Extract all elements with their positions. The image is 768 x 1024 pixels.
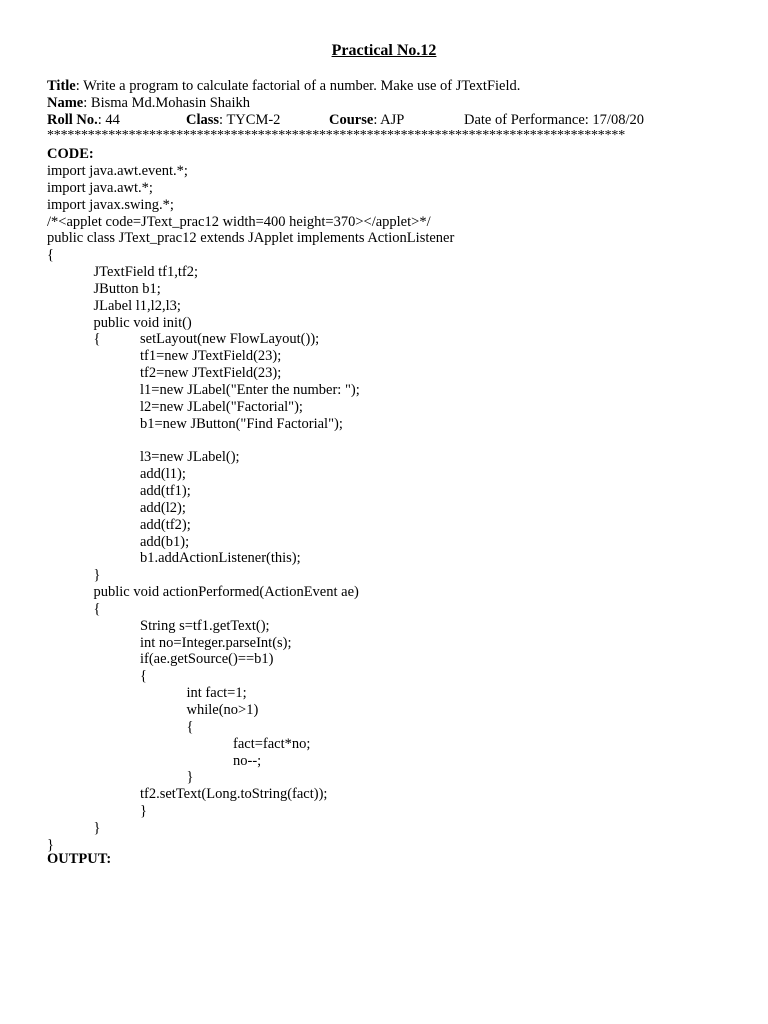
- code-text: tf1=new JTextField(23);: [140, 348, 282, 365]
- code-line: [47, 281, 747, 298]
- title-line: [47, 78, 747, 95]
- code-listing: [47, 163, 747, 854]
- code-line: [47, 298, 747, 315]
- title-label: Title: [47, 78, 76, 94]
- code-text: public void actionPerformed(ActionEvent ae): [93, 584, 359, 601]
- document-meta: [47, 78, 747, 129]
- date-of-performance: Date of Performance: 17/08/20: [464, 112, 644, 128]
- code-text: }: [186, 769, 194, 786]
- code-line: [47, 820, 747, 837]
- code-text: tf2=new JTextField(23);: [140, 365, 282, 382]
- roll-text: : 44: [97, 112, 120, 128]
- code-text: JLabel l1,l2,l3;: [93, 297, 181, 314]
- code-line: [47, 214, 747, 231]
- code-text: int fact=1;: [186, 685, 247, 702]
- code-line: [47, 416, 747, 433]
- separator-line: *************************************************************************************: [47, 128, 626, 143]
- class-text: : TYCM-2: [219, 112, 281, 128]
- code-line: [47, 719, 747, 736]
- code-text: /*<applet code=JText_prac12 width=400 height=370></applet>*/: [47, 213, 431, 230]
- code-line: [47, 315, 747, 332]
- code-line: [47, 348, 747, 365]
- code-text: b1=new JButton("Find Factorial");: [140, 415, 343, 432]
- code-line: [47, 449, 747, 466]
- code-line: [47, 550, 747, 567]
- code-text: JButton b1;: [93, 280, 161, 297]
- code-line: [47, 163, 747, 180]
- code-text: b1.addActionListener(this);: [140, 550, 301, 567]
- code-text: add(b1);: [140, 533, 190, 550]
- code-line: [47, 483, 747, 500]
- code-line: [47, 433, 747, 450]
- code-text: public void init(): [93, 314, 192, 331]
- code-text: import java.awt.*;: [47, 179, 153, 196]
- code-line: [47, 567, 747, 584]
- practical-number-heading: Practical No.12: [331, 42, 437, 59]
- code-line: [47, 635, 747, 652]
- roll-label: Roll No.: [47, 112, 98, 128]
- code-line: [47, 230, 747, 247]
- code-heading: CODE:: [47, 146, 94, 162]
- title-text: : Write a program to calculate factorial of a number. Make use of JTextField.: [75, 78, 521, 94]
- name-label: Name: [47, 95, 84, 111]
- code-line: [47, 651, 747, 668]
- code-text: tf2.setText(Long.toString(fact));: [140, 786, 328, 803]
- code-text: public class JText_prac12 extends JApplet implements ActionListener: [47, 230, 455, 247]
- code-text: {: [93, 331, 101, 348]
- code-line: [47, 264, 747, 281]
- code-text: l2=new JLabel("Factorial");: [140, 398, 303, 415]
- code-text: {: [93, 600, 101, 617]
- class-label: Class: [186, 112, 220, 128]
- code-text: {: [47, 247, 54, 264]
- code-text: }: [93, 819, 101, 836]
- code-line: [47, 753, 747, 770]
- code-text: no--;: [233, 752, 262, 769]
- code-line: [47, 668, 747, 685]
- name-text: : Bisma Md.Mohasin Shaikh: [83, 95, 251, 111]
- output-heading: OUTPUT:: [47, 851, 112, 867]
- course-label: Course: [329, 112, 374, 128]
- code-line: [47, 685, 747, 702]
- code-text: String s=tf1.getText();: [140, 617, 270, 634]
- code-line: [47, 197, 747, 214]
- code-line: [47, 702, 747, 719]
- code-text: import java.awt.event.*;: [47, 163, 188, 179]
- code-line: [47, 382, 747, 399]
- code-line: [47, 399, 747, 416]
- code-text: l1=new JLabel("Enter the number: ");: [140, 381, 360, 398]
- code-line: [47, 584, 747, 601]
- code-text: JTextField tf1,tf2;: [93, 264, 199, 281]
- code-line: [47, 247, 747, 264]
- code-text: add(tf1);: [140, 483, 191, 500]
- code-line: [47, 769, 747, 786]
- code-line: [47, 534, 747, 551]
- code-text: while(no>1): [186, 702, 259, 718]
- code-line: [47, 786, 747, 803]
- code-line: [47, 803, 747, 820]
- code-line: [47, 365, 747, 382]
- page-title: [0, 42, 768, 60]
- code-text: l3=new JLabel();: [140, 449, 240, 466]
- code-text: {: [140, 668, 147, 685]
- code-text: fact=fact*no;: [233, 735, 311, 752]
- name-line: [47, 95, 747, 112]
- code-text: int no=Integer.parseInt(s);: [140, 634, 292, 651]
- code-line: [47, 618, 747, 635]
- code-line: [47, 466, 747, 483]
- code-text: add(tf2);: [140, 516, 191, 533]
- code-line: [47, 180, 747, 197]
- code-line: [47, 601, 747, 618]
- code-text: setLayout(new FlowLayout());: [140, 331, 320, 348]
- code-text: }: [93, 567, 101, 584]
- course-text: : AJP: [373, 112, 405, 128]
- code-line: [47, 517, 747, 534]
- code-text: {: [186, 718, 194, 735]
- code-text: add(l2);: [140, 499, 186, 516]
- code-line: [47, 736, 747, 753]
- code-text: import javax.swing.*;: [47, 196, 174, 213]
- code-text: add(l1);: [140, 466, 186, 483]
- code-text: }: [47, 836, 54, 853]
- code-text: if(ae.getSource()==b1): [140, 651, 274, 668]
- code-line: [47, 500, 747, 517]
- code-line: [47, 837, 747, 854]
- code-line: [47, 331, 747, 348]
- code-text: }: [140, 803, 147, 820]
